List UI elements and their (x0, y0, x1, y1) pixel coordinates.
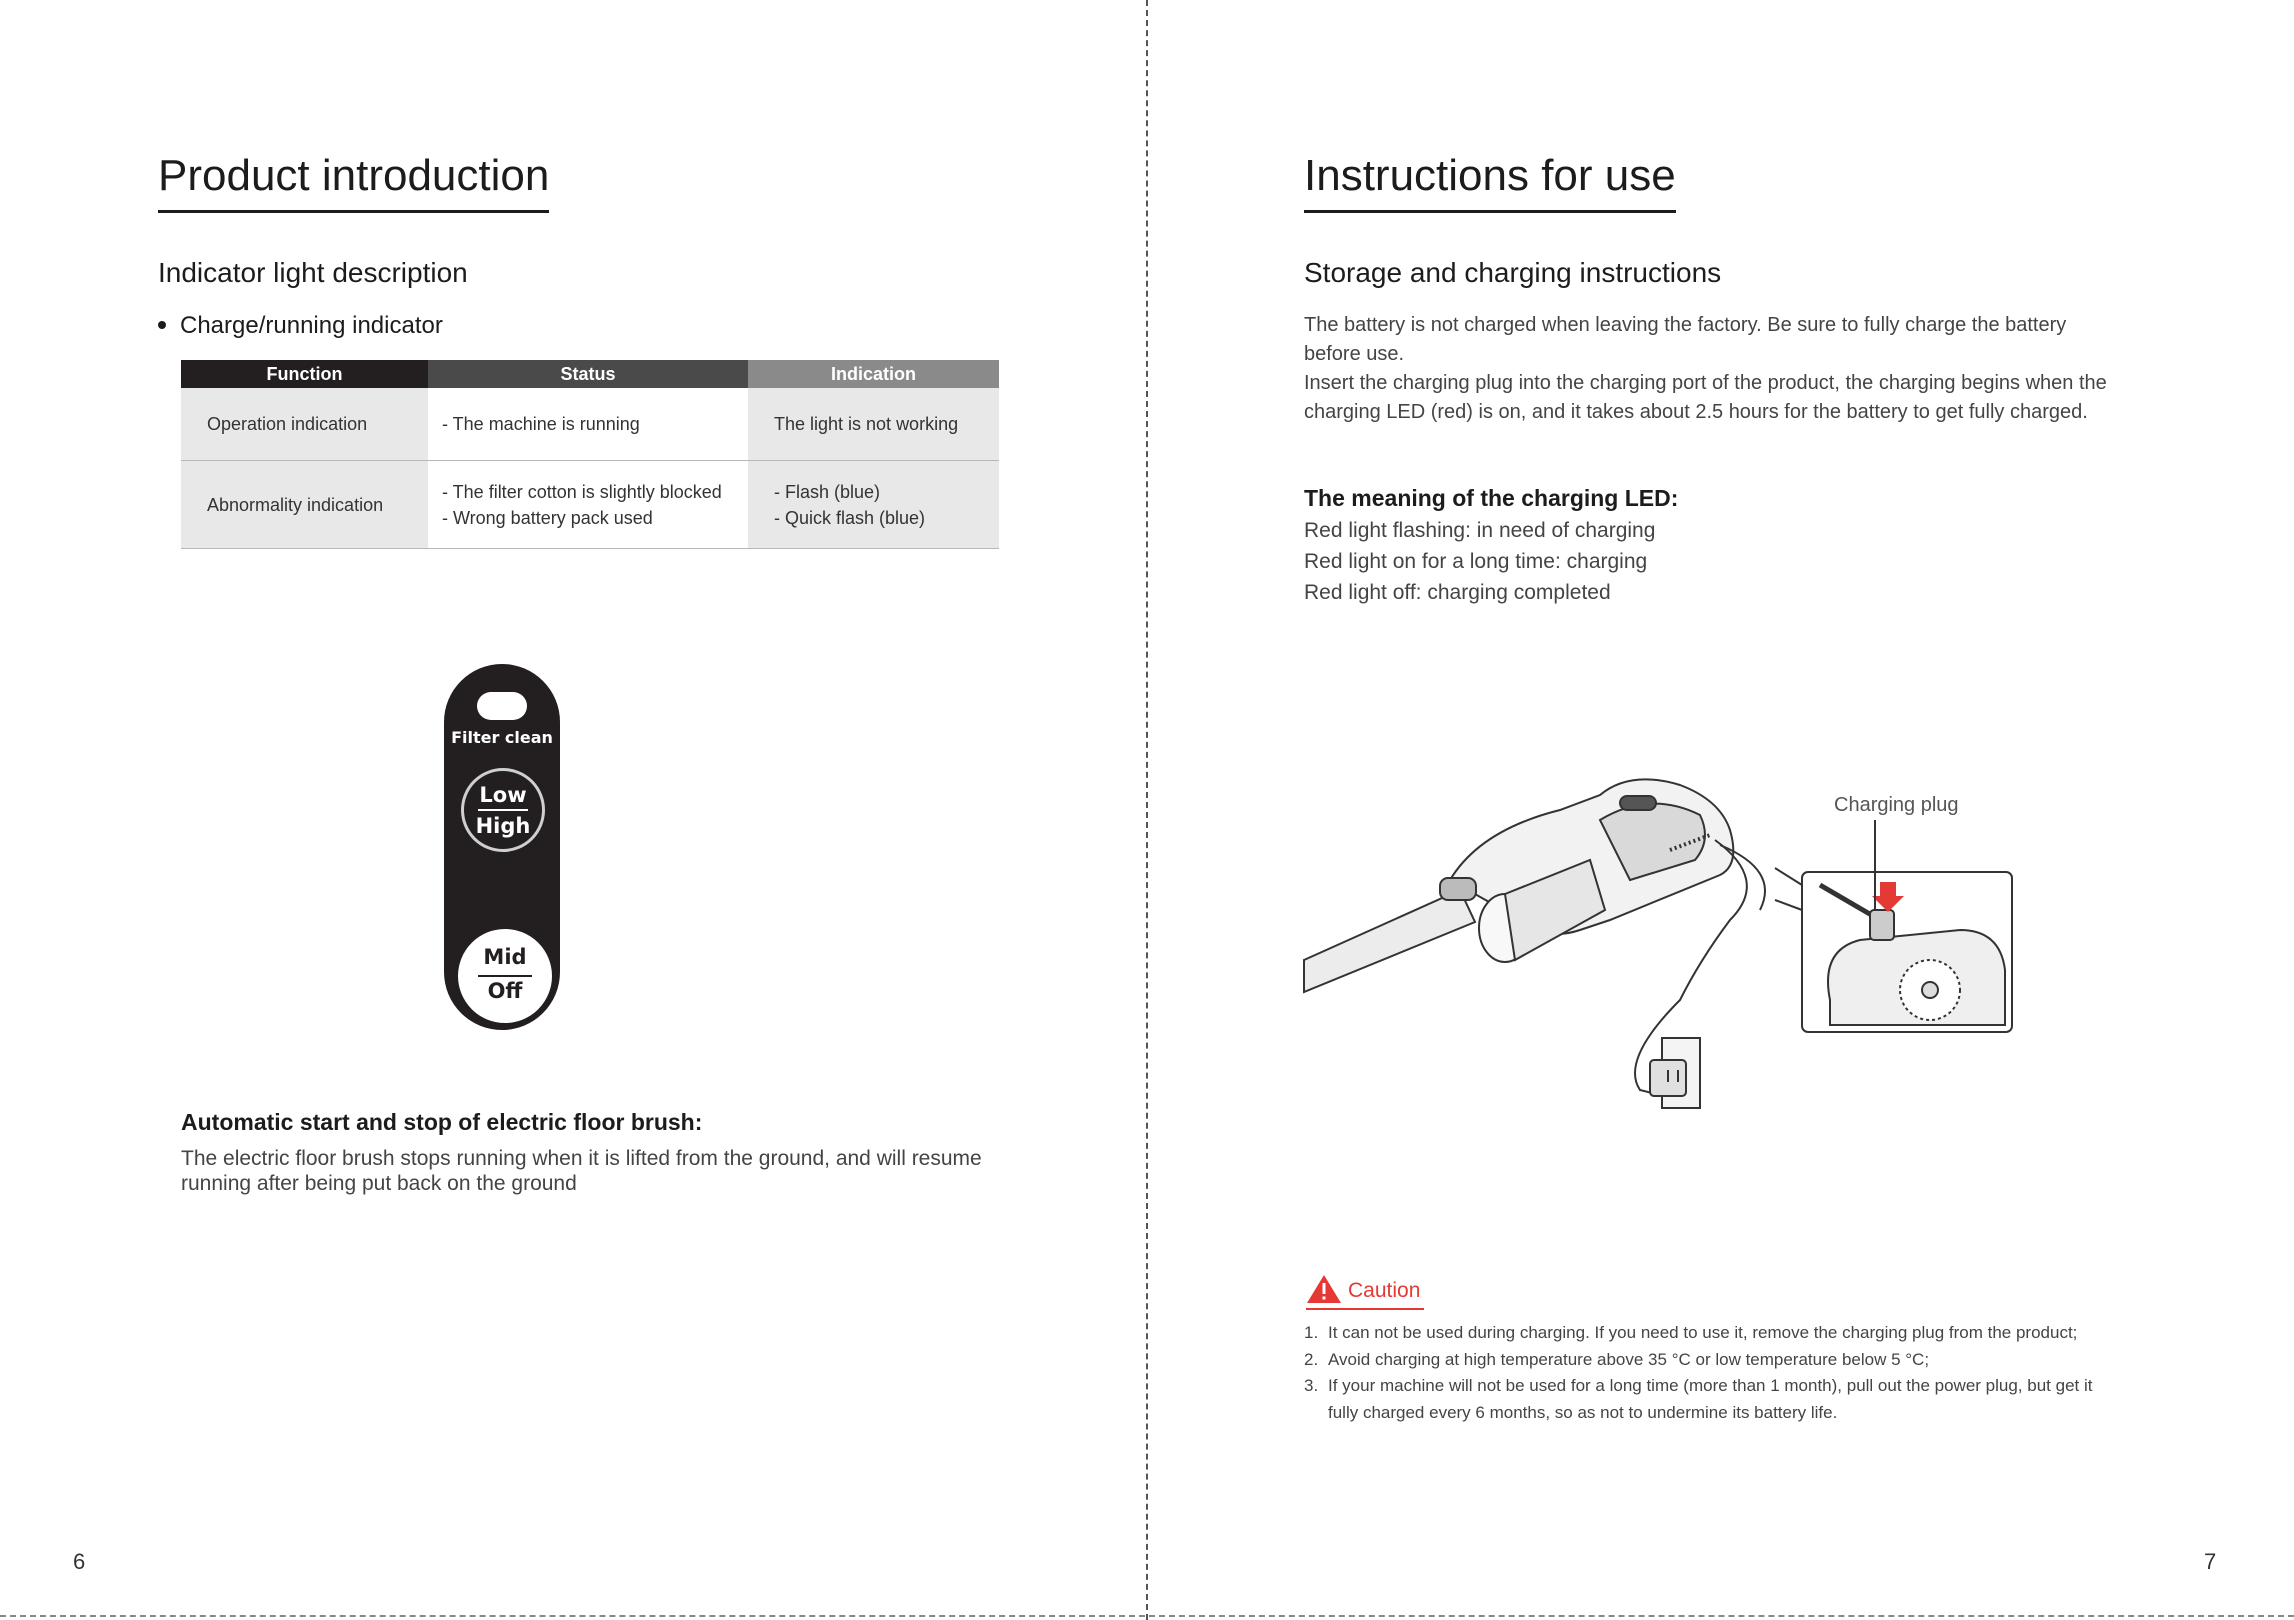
vacuum-icon (1304, 779, 1733, 992)
page-number: 6 (73, 1549, 86, 1574)
charging-plug-label: Charging plug (1834, 794, 1959, 816)
charging-paragraph-2: Insert the charging plug into the charging port of the product, the charging begins when the charging LED (red) is on, and it takes about 2.5 hours for the battery to get fully charged. (1304, 372, 2107, 423)
table-cell-function: Abnormality indication (181, 461, 428, 549)
list-item: 3. If your machine will not be used for a long time (more than 1 month), pull out the power plug, but get it fully charged every 6 months, so as not to undermine its battery life. (1304, 1376, 2093, 1422)
list-item: 2. Avoid charging at high temperature above 35 °C or low temperature below 5 °C; (1304, 1349, 1930, 1369)
bullet-text: Charge/running indicator (180, 312, 443, 339)
list-item: 1. It can not be used during charging. If you need to use it, remove the charging plug from the product; (1304, 1323, 2078, 1342)
table-cell-status: - The machine is running (428, 388, 748, 461)
led-line: Red light off: charging completed (1304, 581, 1611, 604)
filter-clean-label: Filter clean (451, 728, 553, 747)
charging-paragraph-1: The battery is not charged when leaving the factory. Be sure to fully charge the battery before use. (1304, 314, 2067, 365)
auto-text: The electric floor brush stops running when it is lifted from the ground, and will resume running after being put back on the ground (181, 1147, 982, 1195)
table-cell-indication: - Flash (blue) - Quick flash (blue) (748, 461, 999, 549)
low-label: Low (479, 783, 527, 807)
section-title: Indicator light description (158, 257, 468, 288)
auto-heading: Automatic start and stop of electric floor brush: (181, 1109, 703, 1135)
table-header-indication: Indication (748, 360, 999, 388)
mid-label: Mid (483, 945, 527, 969)
caution-underline (1306, 1308, 1424, 1310)
led-line: Red light on for a long time: charging (1304, 550, 1648, 573)
caution-heading (1306, 1274, 1421, 1309)
table-header-function: Function (181, 360, 428, 388)
table-cell-function: Operation indication (181, 388, 428, 461)
wall-socket-icon (1650, 1038, 1700, 1108)
page-title: Product introduction (158, 150, 549, 213)
table-header-status: Status (428, 360, 748, 388)
bottom-cut-line (0, 1615, 2294, 1617)
table-cell-status: - The filter cotton is slightly blocked - Wrong battery pack used (428, 461, 748, 549)
section-title: Storage and charging instructions (1304, 257, 1722, 288)
caution-list (1304, 1320, 2124, 1426)
page-number: 7 (2204, 1549, 2217, 1574)
off-label: Off (487, 979, 523, 1003)
table-cell-indication: The light is not working (748, 388, 999, 461)
led-line: Red light flashing: in need of charging (1304, 519, 1656, 542)
page-title: Instructions for use (1304, 150, 1676, 213)
led-heading: The meaning of the charging LED: (1304, 485, 1679, 511)
high-label: High (475, 814, 531, 838)
caution-label: Caution (1348, 1279, 1421, 1302)
warning-icon (1306, 1274, 1342, 1304)
